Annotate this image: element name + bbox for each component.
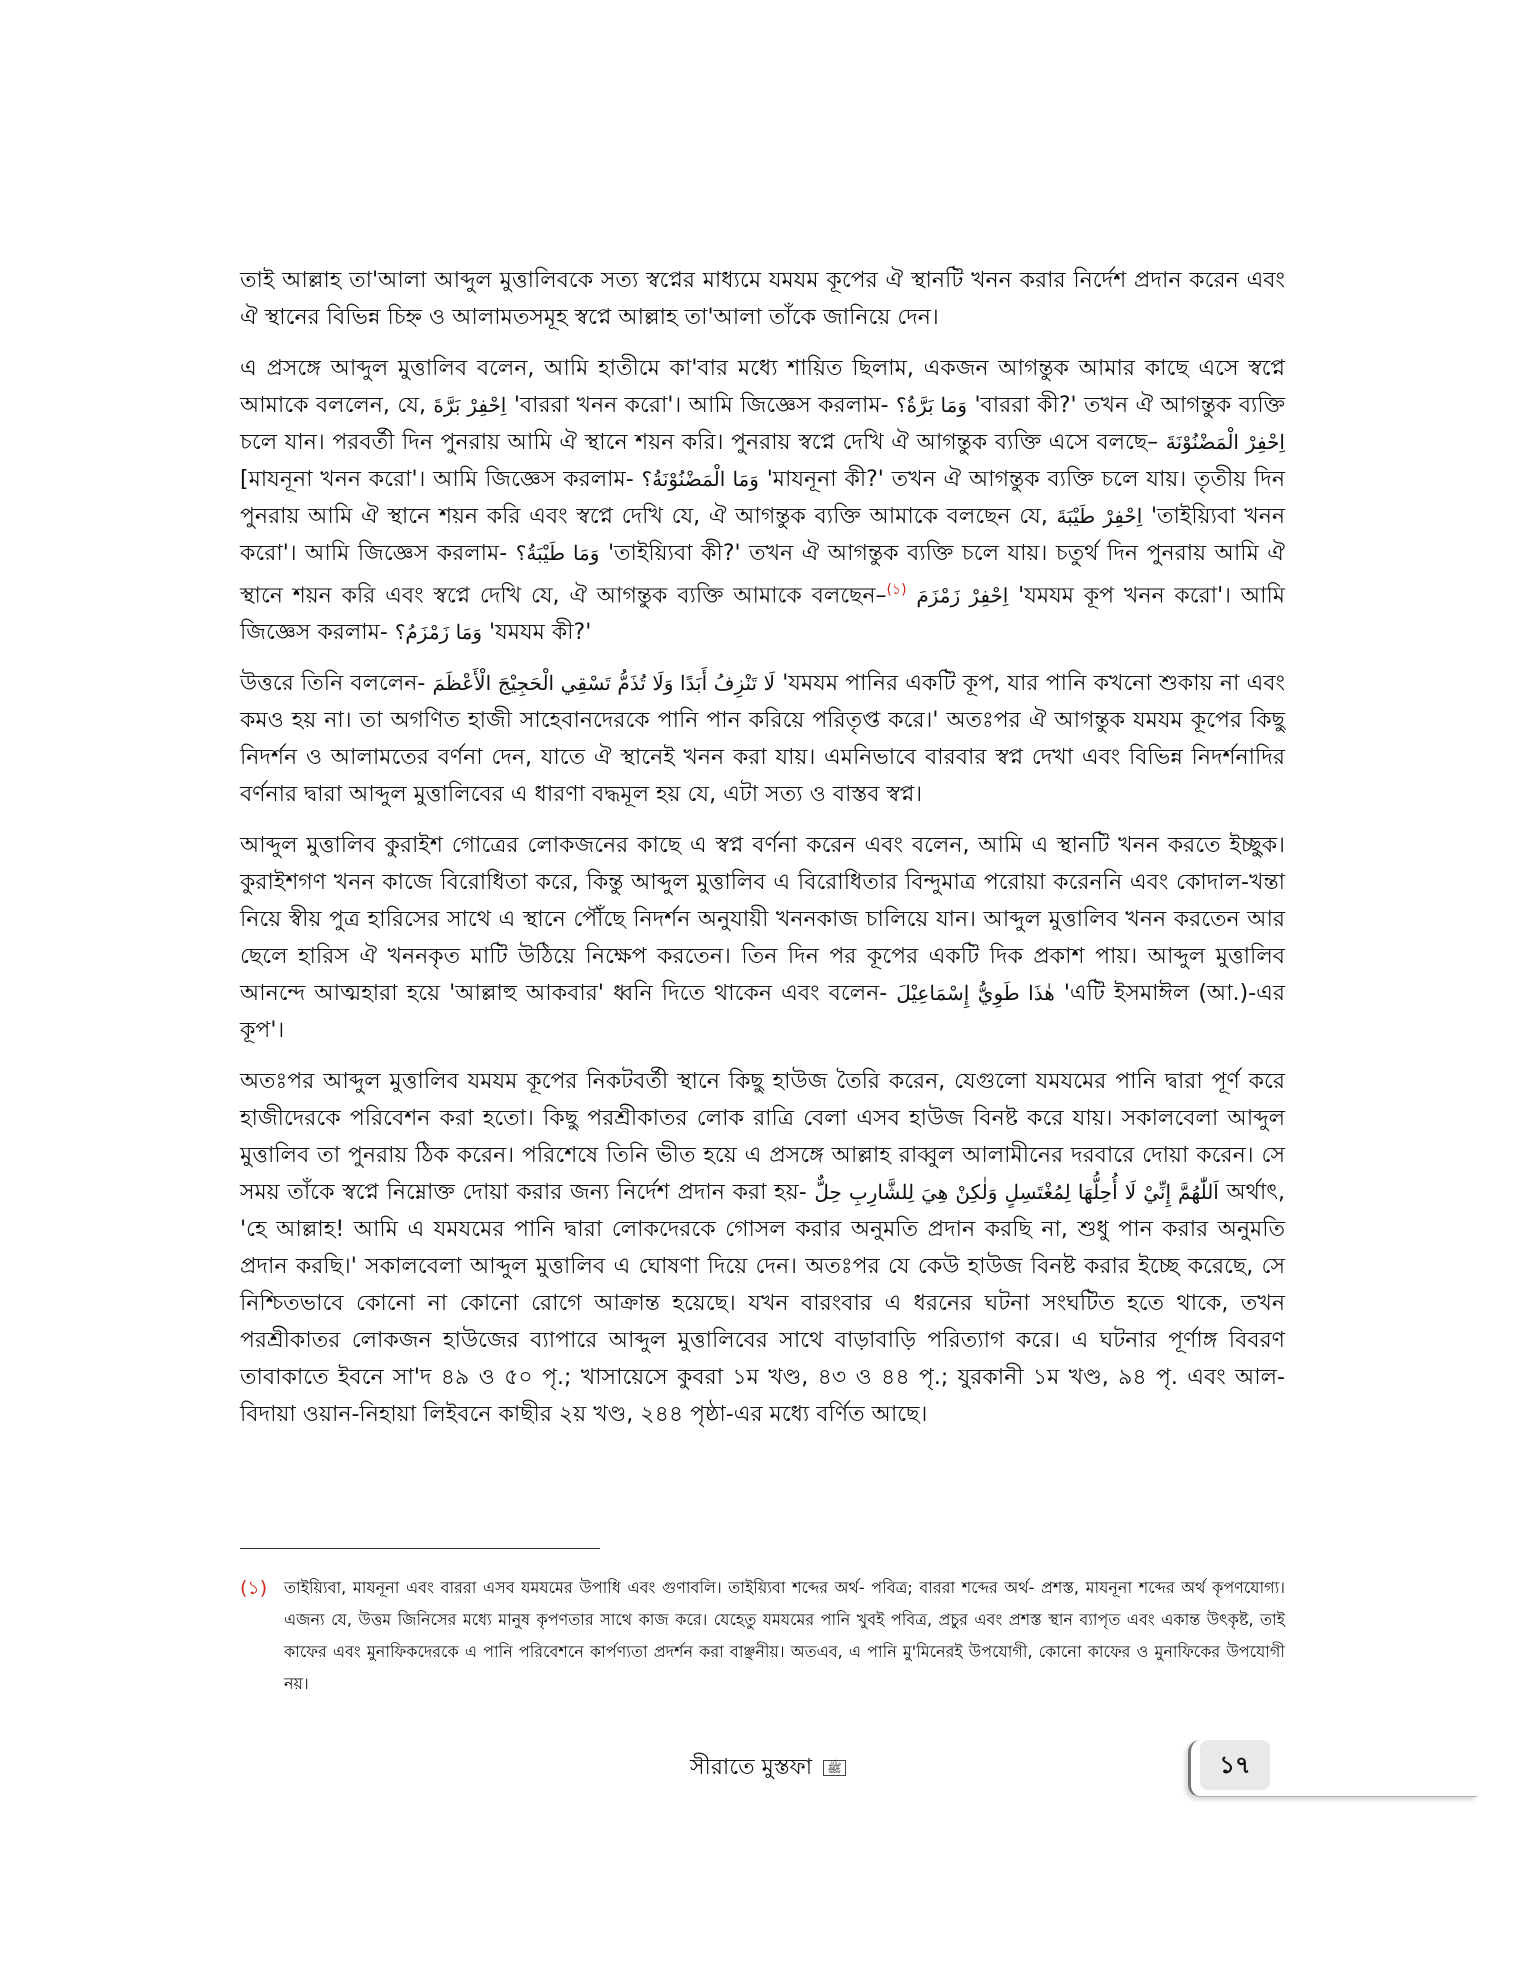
paragraph-text: 'যমযম কী?' <box>482 620 592 646</box>
paragraph-text: 'বাররা খনন করো'। আমি জিজ্ঞেস করলাম- <box>506 393 897 418</box>
footnote-number: (১) <box>240 1577 268 1599</box>
paragraph-text: অর্থাৎ, 'হে আল্লাহ! আমি এ যমযমের পানি দ্বারা লোকদেরকে গোসল করার অনুমতি প্রদান করছি না, শুধু পান করার অনুমতি প্রদান করছি।' সকালবেলা আব্দুল মুত্তালিব এ ঘোষণা দিয়ে দেন। অতঃপর যে কেউ হাউজ বিনষ্ট করার ইচ্ছে করেছে, সে নিশ্চিতভাবে কোনো না কোনো রোগে আক্রান্ত হয়েছে। যখন বারংবার এ ধরনের ঘটনা সংঘটিত হতে থাকে, তখন পরশ্রীকাতর লোকজন হাউজের ব্যাপারে আব্দুল মুত্তালিবের সাথে বাড়াবাড়ি পরিত্যাগ করে। এ ঘটনার পূর্ণাঙ্গ বিবরণ তাবাকাতে ইবনে সা'দ ৪৯ ও ৫০ পৃ.; খাসায়েসে কুবরা ১ম খণ্ড, ৪৩ ও ৪৪ পৃ.; যুরকানী ১ম খণ্ড, ৯৪ পৃ. এবং আল-বিদায়া ওয়ান-নিহায়া লিইবনে কাছীর ২য় খণ্ড, ২৪৪ পৃষ্ঠা-এর মধ্যে বর্ণিত আছে। <box>240 1180 1285 1428</box>
page-footer <box>0 1740 1530 1820</box>
paragraph-text <box>907 583 917 608</box>
paragraph-text: উত্তরে তিনি বললেন- <box>240 671 433 697</box>
arabic-quote: هٰذَا طَوِيُّ إِسْمَاعِيْلَ <box>896 981 1055 1006</box>
arabic-quote: اِحْفِرْ بَرَّةَ <box>433 393 507 417</box>
paragraph-text: 'যমযম কূপ খনন করো'। আমি জিজ্ঞেস করলাম- <box>240 583 1285 646</box>
book-title: সীরাতে মুস্তফা <box>690 1755 813 1780</box>
paragraph-text: 'বাররা কী?' তখন ঐ আগন্তুক ব্যক্তি চলে যান। পরবর্তী দিন পুনরায় আমি ঐ স্থানে শয়ন করি। পুনরায় স্বপ্নে দেখি ঐ আগন্তুক ব্যক্তি এসে বলছে– <box>240 393 1286 455</box>
arabic-quote: وَمَا بَرَّةُ؟ <box>896 393 968 417</box>
arabic-quote: اِحْفِرْ الْمَضْنُوْنَةَ <box>1165 430 1285 454</box>
paragraph <box>240 665 1285 813</box>
paragraph-text: 'যমযম পানির একটি কূপ, যার পানি কখনো শুকায় না এবং কমও হয় না। তা অগণিত হাজী সাহেবানদেরকে পানি পান করিয়ে পরিতৃপ্ত করে।' অতঃপর ঐ আগন্তুক যমযম কূপের কিছু নিদর্শন ও আলামতের বর্ণনা দেন, যাতে ঐ স্থানেই খনন করা যায়। এমনিভাবে বারবার স্বপ্ন দেখা এবং বিভিন্ন নিদর্শনাদির বর্ণনার দ্বারা আব্দুল মুত্তালিবের এ ধারণা বদ্ধমূল হয় যে, এটা সত্য ও বাস্তব স্বপ্ন। <box>240 671 1285 808</box>
footnote <box>240 1572 1285 1700</box>
paragraph <box>240 350 1285 651</box>
arabic-quote: لَا تَنْزِفُ أَبَدًا وَلَا تُذَمُّ تَسْقِي الْحَجِيْجَ الْأَعْظَمَ <box>432 671 776 696</box>
paragraph-text: 'তাইয়্যিবা খনন করো'। আমি জিজ্ঞেস করলাম- <box>240 504 1285 566</box>
page-number: ১৭ <box>1200 1740 1270 1790</box>
paragraph-text: 'এটি ইসমাঈল (আ.)-এর কূপ'। <box>240 981 1285 1044</box>
paragraph-text: এ প্রসঙ্গে আব্দুল মুত্তালিব বলেন, আমি হাতীমে কা'বার মধ্যে শায়িত ছিলাম, একজন আগন্তুক আমার কাছে এসে স্বপ্নে আমাকে বললেন, যে, <box>240 356 1285 418</box>
footnote-divider <box>240 1548 600 1549</box>
paragraph-text: [মাযনূনা খনন করো'। আমি জিজ্ঞেস করলাম- <box>240 467 642 492</box>
arabic-quote: وَمَا زَمْزَمُ؟ <box>394 620 483 645</box>
paragraph <box>240 1063 1285 1433</box>
paragraph-text: অতঃপর আব্দুল মুত্তালিব যমযম কূপের নিকটবর্তী স্থানে কিছু হাউজ তৈরি করেন, যেগুলো যমযমের পানি দ্বারা পূর্ণ করে হাজীদেরকে পরিবেশন করা হতো। কিছু পরশ্রীকাতর লোক রাত্রি বেলা এসব হাউজ বিনষ্ট করে যায়। সকালবেলা আব্দুল মুত্তালিব তা পুনরায় ঠিক করেন। পরিশেষে তিনি ভীত হয়ে এ প্রসঙ্গে আল্লাহ রাব্বুল আলামীনের দরবারে দোয়া করেন। সে সময় তাঁকে স্বপ্নে নিম্নোক্ত দোয়া করার জন্য নির্দেশ প্রদান করা হয়- <box>240 1069 1285 1206</box>
paragraph-text: আব্দুল মুত্তালিব কুরাইশ গোত্রের লোকজনের কাছে এ স্বপ্ন বর্ণনা করেন এবং বলেন, আমি এ স্থানটি খনন করতে ইচ্ছুক। কুরাইশগণ খনন কাজে বিরোধিতা করে, কিন্তু আব্দুল মুত্তালিব এ বিরোধিতার বিন্দুমাত্র পরোয়া করেননি এবং কোদাল-খন্তা নিয়ে স্বীয় পুত্র হারিসের সাথে এ স্থানে পৌঁছে নিদর্শন অনুযায়ী খননকাজ চালিয়ে যান। আব্দুল মুত্তালিব খনন করতেন আর ছেলে হারিস ঐ খননকৃত মাটি উঠিয়ে নিক্ষেপ করতেন। তিন দিন পর কূপের একটি দিক প্রকাশ পায়। আব্দুল মুত্তালিব আনন্দে আত্মহারা হয়ে 'আল্লাহু আকবার' ধ্বনি দিতে থাকেন এবং বলেন- <box>240 833 1285 1007</box>
arabic-quote: اِحْفِرْ زَمْزَمَ <box>916 583 1009 608</box>
arabic-quote: اَللّٰهُمَّ إِنِّيْ لَا أُحِلُّهَا لِمُغْتَسِلٍ وَلٰكِنْ هِيَ لِلشَّارِبِ حِلٌّ <box>814 1180 1219 1205</box>
paragraph <box>240 827 1285 1049</box>
running-title <box>690 1752 846 1784</box>
footnote-text: তাইয়্যিবা, মাযনূনা এবং বাররা এসব যমযমের উপাধি এবং গুণাবলি। তাইয়্যিবা শব্দের অর্থ- পবিত্র; বাররা শব্দের অর্থ- প্রশস্ত, মাযনূনা শব্দের অর্থ কৃপণযোগ্য। এজন্য যে, উত্তম জিনিসের মধ্যে মানুষ কৃপণতার সাথে কাজ করে। যেহেতু যমযমের পানি খুবই পবিত্র, প্রচুর এবং প্রশস্ত স্থান ব্যাপৃত এবং একান্ত উৎকৃষ্ট, তাই কাফের এবং মুনাফিকদেরকে এ পানি পরিবেশনে কার্পণ্যতা প্রদর্শন করা বাঞ্ছনীয়। অতএব, এ পানি মু'মিনেরই উপযোগী, কোনো কাফের ও মুনাফিকের উপযোগী নয়। <box>284 1578 1285 1693</box>
footnote-reference: (১) <box>886 582 907 598</box>
main-text <box>240 262 1285 1447</box>
arabic-quote: وَمَا طَيْبَةُ؟ <box>515 541 600 565</box>
paragraph <box>240 262 1285 336</box>
arabic-quote: اِحْفِرْ طَيْبَةَ <box>1056 504 1143 528</box>
arabic-quote: وَمَا الْمَضْنُوْنَةُ؟ <box>641 467 759 491</box>
paragraph-text: তাই আল্লাহ তা'আলা আব্দুল মুত্তালিবকে সত্য স্বপ্নের মাধ্যমে যমযম কূপের ঐ স্থানটি খনন করার নির্দেশ প্রদান করেন এবং ঐ স্থানের বিভিন্ন চিহ্ন ও আলামতসমূহ স্বপ্নে আল্লাহ তা'আলা তাঁকে জানিয়ে দেন। <box>240 268 1285 330</box>
paragraph-text: 'মাযনূনা কী?' তখন ঐ আগন্তুক ব্যক্তি চলে যায়। তৃতীয় দিন পুনরায় আমি ঐ স্থানে শয়ন করি এবং স্বপ্নে দেখি যে, ঐ আগন্তুক ব্যক্তি আমাকে বলছেন যে, <box>240 467 1285 529</box>
paragraph-text: 'তাইয়্যিবা কী?' তখন ঐ আগন্তুক ব্যক্তি চলে যায়। চতুর্থ দিন পুনরায় আমি ঐ স্থানে শয়ন করি এবং স্বপ্নে দেখি যে, ঐ আগন্তুক ব্যক্তি আমাকে বলছেন– <box>240 541 1285 609</box>
salutation-symbol: ﷺ <box>823 1760 846 1776</box>
